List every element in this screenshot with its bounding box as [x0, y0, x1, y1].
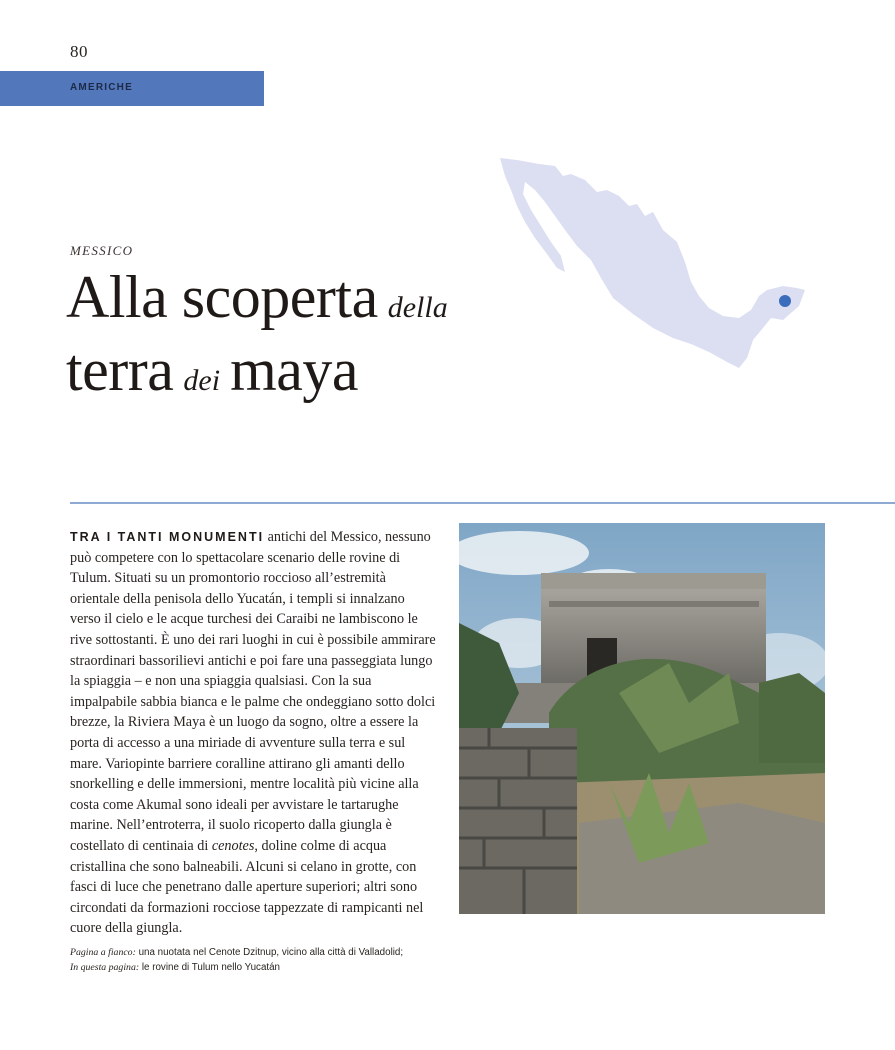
page-number: 80 — [70, 42, 88, 61]
body-text-2: , doline colme di acqua cristallina che sono balneabili. Alcuni si celano in grotte, con fasci di luce che penetrano dalle aperture superiori; altri sono circondati da formazioni rocciose tappezzate di rampicanti nel cuore della giungla. — [70, 837, 424, 937]
caption-label-1: Pagina a fianco: — [70, 947, 136, 958]
section-band — [0, 71, 264, 106]
location-marker-icon — [779, 295, 791, 307]
article-kicker: MESSICO — [70, 243, 134, 258]
tulum-ruins-photo — [459, 523, 825, 914]
photo-illustration — [459, 523, 825, 914]
title-part-4: dei — [183, 364, 221, 397]
title-part-3: terra — [66, 337, 174, 403]
caption-text-1: una nuotata nel Cenote Dzitnup, vicino alla città di Valladolid; — [138, 947, 404, 958]
article-body — [70, 527, 436, 939]
article-title — [66, 266, 450, 412]
caption-line-2 — [70, 960, 470, 975]
title-part-2: della — [387, 291, 448, 324]
caption-text-2: le rovine di Tulum nello Yucatán — [141, 962, 281, 973]
section-divider — [70, 502, 895, 504]
body-text-1: antichi del Messico, nessuno può competere con lo spettacolare scenario delle rovine di Tulum. Situati su un promontorio roccioso all’estremità orientale della penisola dello Yucatán, i templi si innalzano verso il cielo e le acque turchesi dei Caraibi ne lambiscono le rive sottostanti. È uno dei rari luoghi in cui è possibile ammirare straordinari bassorilievi antichi e poi fare una passeggiata lungo la spiaggia – e non una spiaggia qualsiasi. Con la sua impalpabile sabbia bianca e le palme che ondeggiano sotto dolci brezze, la Riviera Maya è un luogo da sogno, oltre a essere la porta di accesso a una miriade di avventure sulla terra e sul mare. Variopinte barriere coralline attirano gli amanti dello snorkelling e delle immersioni, mentre località più vicine alla costa come Akumal sono ideali per avvistare le tartarughe marine. Nell’entroterra, il suolo ricoperto dalla giungla è costellato di centinaia di — [70, 529, 436, 854]
body-italic: cenotes — [211, 837, 255, 854]
article-paragraph — [70, 527, 436, 939]
mexico-map-icon — [495, 150, 815, 380]
title-part-5: maya — [230, 337, 358, 403]
mexico-silhouette — [500, 158, 805, 368]
caption-label-2: In questa pagina: — [70, 962, 140, 973]
section-label: AMERICHE — [70, 82, 133, 93]
article-lead: TRA I TANTI MONUMENTI — [70, 530, 265, 544]
caption-line-1 — [70, 945, 470, 960]
photo-caption — [70, 945, 470, 975]
title-part-1: Alla scoperta — [66, 264, 378, 330]
